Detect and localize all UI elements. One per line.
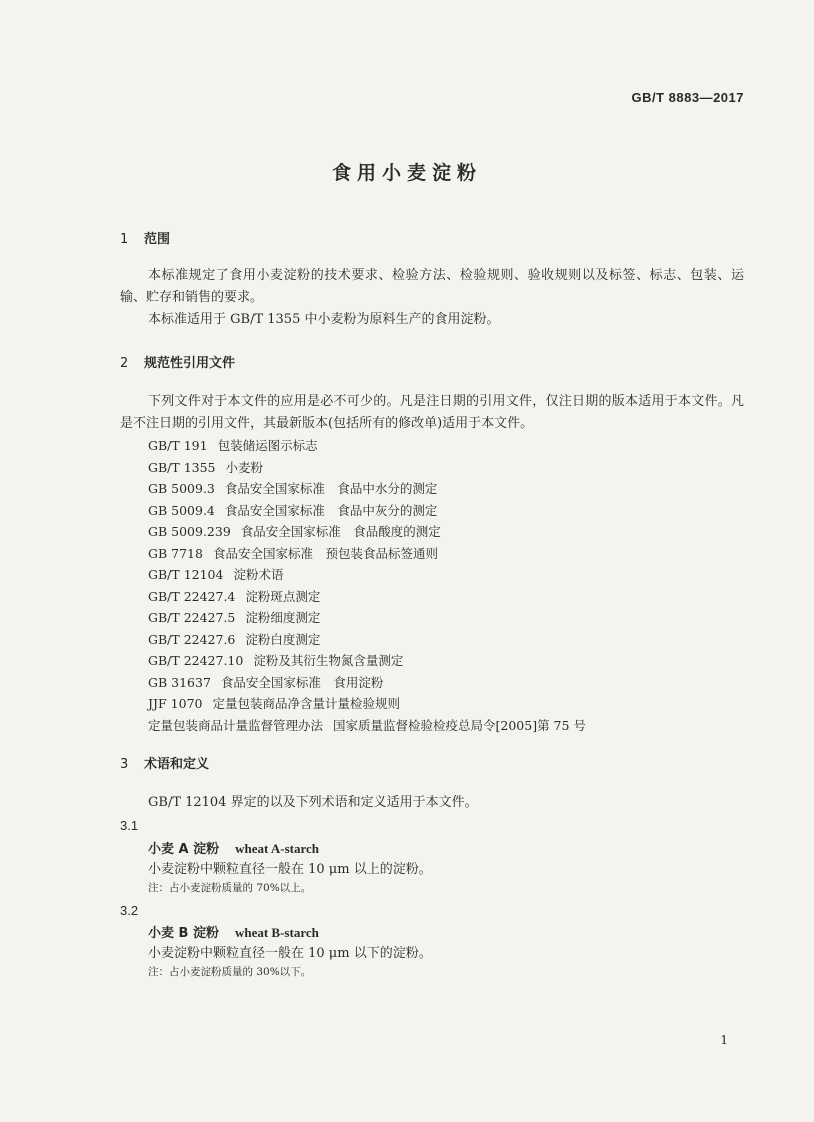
scope-paragraph-1: 本标准规定了食用小麦淀粉的技术要求、检验方法、检验规则、验收规则以及标签、标志、包装、运输、贮存和销售的要求。 — [120, 268, 744, 305]
section-1-heading — [120, 228, 170, 247]
reference-title: 食品安全国家标准 食品中水分的测定 — [224, 481, 438, 496]
section-title: 范围 — [144, 232, 171, 247]
term-name — [148, 838, 319, 857]
term-definition: 小麦淀粉中颗粒直径一般在 10 μm 以下的淀粉。 — [148, 946, 432, 961]
section-title: 术语和定义 — [144, 757, 210, 772]
reference-item — [148, 543, 586, 565]
reference-code: GB 5009.3 — [148, 481, 215, 496]
reference-code: GB/T 12104 — [148, 567, 224, 582]
reference-title: 淀粉细度测定 — [245, 610, 321, 625]
reference-code: GB/T 22427.6 — [148, 631, 236, 647]
reference-title: 包装储运图示标志 — [217, 438, 318, 453]
term-name-zh: 小麦 B 淀粉 — [148, 926, 219, 941]
section-number: 1 — [120, 232, 129, 247]
reference-code: GB 5009.4 — [148, 502, 215, 518]
scope-paragraph-2: 本标准适用于 GB/T 1355 中小麦粉为原料生产的食用淀粉。 — [148, 312, 500, 327]
reference-item — [148, 457, 586, 479]
reference-item — [148, 586, 586, 608]
reference-item — [148, 564, 586, 586]
reference-code: GB/T 191 — [148, 438, 208, 453]
reference-code: GB/T 22427.5 — [148, 610, 236, 625]
reference-title: 食品安全国家标准 食用淀粉 — [220, 674, 384, 690]
reference-code: GB 5009.239 — [148, 524, 231, 539]
term-number: 3.2 — [120, 903, 139, 918]
reference-title: 定量包装商品净含量计量检验规则 — [212, 696, 400, 711]
reference-title: 淀粉白度测定 — [245, 631, 321, 647]
references-intro-paragraph: 下列文件对于本文件的应用是必不可少的。凡是注日期的引用文件，仅注日期的版本适用于本文件。凡是不注日期的引用文件，其最新版本(包括所有的修改单)适用于本文件。 — [120, 394, 744, 431]
reference-title: 食品安全国家标准 食品中灰分的测定 — [224, 502, 438, 518]
section-number: 2 — [120, 356, 129, 371]
reference-title: 食品安全国家标准 食品酸度的测定 — [240, 524, 441, 539]
reference-item — [148, 650, 586, 672]
reference-item — [148, 672, 586, 694]
reference-item — [148, 435, 586, 457]
reference-code: GB/T 22427.4 — [148, 588, 236, 604]
term-note: 注：占小麦淀粉质量的 30%以下。 — [148, 966, 312, 978]
reference-title: 国家质量监督检验检疫总局令[2005]第 75 号 — [333, 717, 586, 733]
reference-code: GB 7718 — [148, 545, 203, 561]
reference-item — [148, 629, 586, 651]
reference-title: 淀粉及其衍生物氮含量测定 — [253, 653, 404, 668]
document-title: 食用小麦淀粉 — [331, 162, 482, 184]
reference-title: 食品安全国家标准 预包装食品标签通则 — [212, 545, 438, 561]
term-note: 注：占小麦淀粉质量的 70%以上。 — [148, 882, 312, 894]
reference-item — [148, 607, 586, 629]
standard-number: GB/T 8883—2017 — [631, 90, 744, 105]
reference-item — [148, 521, 586, 543]
term-name — [148, 922, 319, 941]
term-name-en: wheat B-starch — [234, 925, 319, 940]
reference-item — [148, 715, 586, 737]
term-definition: 小麦淀粉中颗粒直径一般在 10 μm 以上的淀粉。 — [148, 862, 432, 877]
terms-intro-paragraph: GB/T 12104 界定的以及下列术语和定义适用于本文件。 — [148, 795, 478, 810]
reference-code: GB/T 22427.10 — [148, 653, 244, 668]
section-title: 规范性引用文件 — [144, 356, 236, 371]
section-3-heading — [120, 753, 209, 772]
term-number: 3.1 — [120, 818, 139, 833]
reference-code: 定量包装商品计量监督管理办法 — [148, 717, 324, 733]
reference-item — [148, 478, 586, 500]
reference-code: GB/T 1355 — [148, 459, 216, 475]
reference-title: 小麦粉 — [225, 459, 264, 475]
term-name-en: wheat A-starch — [235, 841, 320, 856]
section-number: 3 — [120, 757, 129, 772]
reference-title: 淀粉斑点测定 — [245, 588, 321, 604]
section-2-heading — [120, 352, 235, 371]
reference-item — [148, 500, 586, 522]
reference-list — [148, 435, 586, 736]
term-name-zh: 小麦 A 淀粉 — [148, 842, 220, 857]
reference-code: JJF 1070 — [148, 696, 203, 711]
reference-item — [148, 693, 586, 715]
reference-code: GB 31637 — [148, 674, 211, 690]
page-number: 1 — [720, 1033, 728, 1047]
reference-title: 淀粉术语 — [233, 567, 284, 582]
